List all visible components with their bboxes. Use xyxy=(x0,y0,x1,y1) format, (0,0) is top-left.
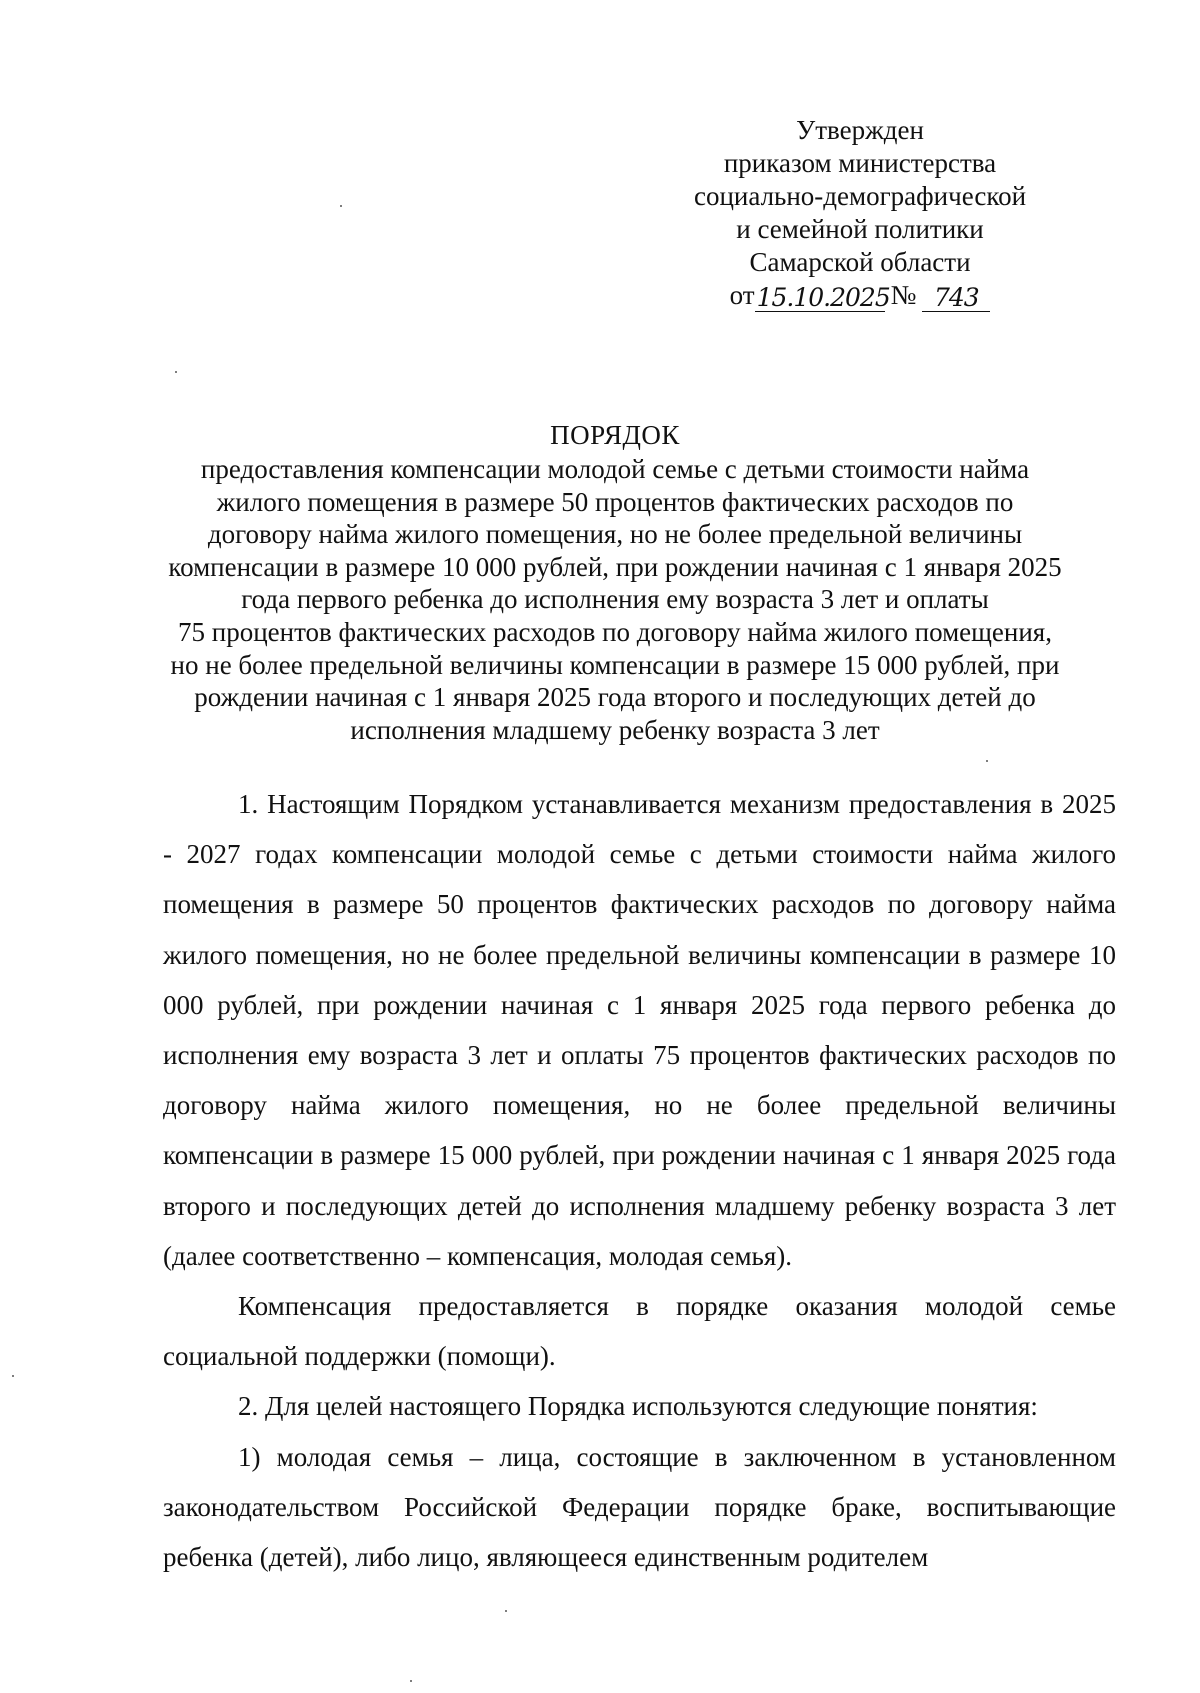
scan-speck xyxy=(12,1375,14,1377)
handwritten-date: 15.10.2025 xyxy=(756,283,890,312)
document-subtitle xyxy=(120,453,1110,746)
subtitle-line: рождении начиная с 1 января 2025 года второго и последующих детей до xyxy=(194,682,1036,713)
scan-speck xyxy=(175,371,177,373)
approval-line: приказом министерства xyxy=(723,148,997,178)
handwritten-number: 743 xyxy=(922,285,990,312)
subtitle-line: но не более предельной величины компенсации в размере 15 000 рублей, при xyxy=(170,649,1060,680)
date-prefix: от xyxy=(729,280,755,310)
subtitle-line: года первого ребенка до исполнения ему возраста 3 лет и оплаты xyxy=(241,584,989,615)
approval-stamp xyxy=(640,114,1080,312)
scan-speck xyxy=(410,1680,412,1682)
subtitle-line: компенсации в размере 10 000 рублей, при рождении начиная с 1 января 2025 xyxy=(168,551,1062,582)
paragraph-4: 1) молодая семья – лица, состоящие в заключенном в установленном законодательством Российской Федерации порядке браке, воспитывающие ребенка (детей), либо лицо, являющееся единственным родителем xyxy=(163,1441,1116,1573)
subtitle-line: исполнения младшему ребенку возраста 3 лет xyxy=(350,714,880,745)
approval-date-line xyxy=(640,279,1080,312)
subtitle-line: 75 процентов фактических расходов по договору найма жилого помещения, xyxy=(178,616,1052,647)
subtitle-line: предоставления компенсации молодой семье с детьми стоимости найма xyxy=(200,454,1030,484)
document-heading xyxy=(120,418,1110,746)
approval-line: Утвержден xyxy=(796,115,924,145)
document-body xyxy=(163,779,1116,1582)
number-prefix: № xyxy=(890,280,917,310)
subtitle-line: жилого помещения в размере 50 процентов фактических расходов по xyxy=(216,486,1014,517)
subtitle-line: договору найма жилого помещения, но не более предельной величины xyxy=(207,519,1023,550)
approval-line: Самарской области xyxy=(749,247,971,277)
scan-speck xyxy=(505,1610,507,1612)
approval-line: и семейной политики xyxy=(736,214,984,244)
paragraph-2: Компенсация предоставляется в порядке оказания молодой семье социальной поддержки (помощи). xyxy=(163,1291,1116,1372)
scan-speck xyxy=(986,760,988,762)
paragraph-1: 1. Настоящим Порядком устанавливается механизм предоставления в 2025 - 2027 годах компенсации молодой семье с детьми стоимости найма жилого помещения в размере 50 процентов фактических расходов по договору найма жилого помещения, но не более предельной величины компенсации в размере 10 000 рублей, при рождении начиная с 1 января 2025 года первого ребенка до исполнения ему возраста 3 лет и оплаты 75 процентов фактических расходов по договору найма жилого помещения, но не более предельной величины компенсации в размере 15 000 рублей, при рождении начиная с 1 января 2025 года второго и последующих детей до исполнения младшему ребенку возраста 3 лет (далее соответственно – компенсация, молодая семья). xyxy=(163,789,1116,1271)
document-title: ПОРЯДОК xyxy=(550,420,680,450)
approval-line: социально-демографической xyxy=(693,181,1027,211)
scan-speck xyxy=(340,205,342,207)
paragraph-3: 2. Для целей настоящего Порядка используются следующие понятия: xyxy=(238,1391,1038,1422)
